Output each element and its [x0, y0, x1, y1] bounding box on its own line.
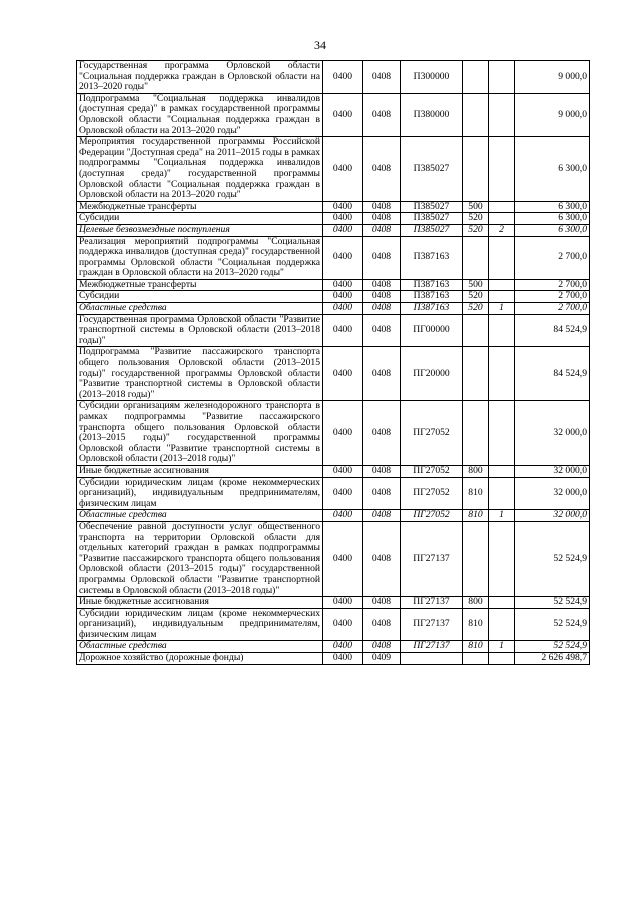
target-article-cell: П387163: [401, 279, 463, 291]
funding-source-cell: 2: [489, 224, 515, 236]
amount-cell: 2 700,0: [515, 279, 590, 291]
subsection-code-cell: 0408: [363, 521, 401, 596]
target-article-cell: [401, 653, 463, 665]
table-row: [77, 314, 590, 347]
table-row: [77, 477, 590, 510]
amount-cell: 32 000,0: [515, 477, 590, 510]
amount-cell: 32 000,0: [515, 510, 590, 522]
expense-type-cell: [463, 653, 489, 665]
funding-source-cell: [489, 137, 515, 202]
table-row: [77, 303, 590, 315]
section-code-cell: 0400: [323, 224, 363, 236]
row-name-cell: Субсидии юридическим лицам (кроме некоммерческих организаций), индивидуальным предпринимателям, физическим лицам: [77, 608, 323, 641]
funding-source-cell: [489, 477, 515, 510]
section-code-cell: 0400: [323, 213, 363, 225]
subsection-code-cell: 0408: [363, 236, 401, 279]
funding-source-cell: 1: [489, 510, 515, 522]
section-code-cell: 0400: [323, 608, 363, 641]
amount-cell: 9 000,0: [515, 61, 590, 94]
expense-type-cell: 500: [463, 201, 489, 213]
funding-source-cell: [489, 401, 515, 466]
section-code-cell: 0400: [323, 303, 363, 315]
target-article-cell: ПГ27052: [401, 465, 463, 477]
amount-cell: 52 524,9: [515, 641, 590, 653]
funding-source-cell: [489, 465, 515, 477]
amount-cell: 6 300,0: [515, 137, 590, 202]
amount-cell: 2 626 498,7: [515, 653, 590, 665]
subsection-code-cell: 0408: [363, 401, 401, 466]
section-code-cell: 0400: [323, 137, 363, 202]
row-name-cell: Подпрограмма "Развитие пассажирского транспорта общего пользования Орловской области (2013–2015 годы)" государственной программы Орловской области "Развитие транспортной системы в Орловской области (2013–2018 годы)": [77, 347, 323, 401]
target-article-cell: П385027: [401, 137, 463, 202]
funding-source-cell: [489, 61, 515, 94]
section-code-cell: 0400: [323, 314, 363, 347]
row-name-cell: Областные средства: [77, 303, 323, 315]
expense-type-cell: 810: [463, 641, 489, 653]
expense-type-cell: [463, 236, 489, 279]
row-name-cell: Иные бюджетные ассигнования: [77, 597, 323, 609]
table-row: [77, 597, 590, 609]
target-article-cell: ПГ27137: [401, 597, 463, 609]
expense-type-cell: [463, 93, 489, 136]
target-article-cell: ПГ27137: [401, 608, 463, 641]
funding-source-cell: [489, 608, 515, 641]
amount-cell: 9 000,0: [515, 93, 590, 136]
row-name-cell: Субсидии: [77, 291, 323, 303]
subsection-code-cell: 0408: [363, 597, 401, 609]
row-name-cell: Областные средства: [77, 641, 323, 653]
amount-cell: 2 700,0: [515, 303, 590, 315]
funding-source-cell: 1: [489, 303, 515, 315]
expense-type-cell: 810: [463, 510, 489, 522]
section-code-cell: 0400: [323, 653, 363, 665]
section-code-cell: 0400: [323, 465, 363, 477]
target-article-cell: П385027: [401, 224, 463, 236]
table-row: [77, 93, 590, 136]
target-article-cell: ПГ00000: [401, 314, 463, 347]
section-code-cell: 0400: [323, 291, 363, 303]
funding-source-cell: [489, 201, 515, 213]
expense-type-cell: 810: [463, 608, 489, 641]
expense-type-cell: 800: [463, 597, 489, 609]
target-article-cell: ПГ20000: [401, 347, 463, 401]
amount-cell: 6 300,0: [515, 213, 590, 225]
funding-source-cell: [489, 521, 515, 596]
expense-type-cell: 520: [463, 291, 489, 303]
expense-type-cell: [463, 521, 489, 596]
subsection-code-cell: 0408: [363, 465, 401, 477]
table-row: [77, 201, 590, 213]
section-code-cell: 0400: [323, 641, 363, 653]
table-body: [77, 61, 590, 665]
target-article-cell: П387163: [401, 236, 463, 279]
target-article-cell: П300000: [401, 61, 463, 94]
funding-source-cell: 1: [489, 641, 515, 653]
expense-type-cell: 810: [463, 477, 489, 510]
row-name-cell: Субсидии: [77, 213, 323, 225]
target-article-cell: ПГ27052: [401, 510, 463, 522]
target-article-cell: П380000: [401, 93, 463, 136]
section-code-cell: 0400: [323, 477, 363, 510]
table-row: [77, 279, 590, 291]
section-code-cell: 0400: [323, 93, 363, 136]
table-row: [77, 608, 590, 641]
funding-source-cell: [489, 291, 515, 303]
funding-source-cell: [489, 279, 515, 291]
expense-type-cell: 500: [463, 279, 489, 291]
table-row: [77, 61, 590, 94]
table-row: [77, 137, 590, 202]
section-code-cell: 0400: [323, 236, 363, 279]
budget-table: [76, 60, 590, 665]
row-name-cell: Государственная программа Орловской области "Развитие транспортной системы в Орловской области (2013–2018 годы)": [77, 314, 323, 347]
amount-cell: 32 000,0: [515, 401, 590, 466]
section-code-cell: 0400: [323, 347, 363, 401]
table-row: [77, 291, 590, 303]
table-row: [77, 401, 590, 466]
funding-source-cell: [489, 236, 515, 279]
table-row: [77, 213, 590, 225]
row-name-cell: Обеспечение равной доступности услуг общественного транспорта на территории Орловской области для отдельных категорий граждан в рамках подпрограммы "Развитие пассажирского транспорта общего пользования Орловской области (2013–2015 годы)" государственной программы Орловской области "Развитие транспортной системы в Орловской области (2013–2018 годы)": [77, 521, 323, 596]
expense-type-cell: [463, 314, 489, 347]
subsection-code-cell: 0408: [363, 314, 401, 347]
row-name-cell: Субсидии юридическим лицам (кроме некоммерческих организаций), индивидуальным предпринимателям, физическим лицам: [77, 477, 323, 510]
table-row: [77, 465, 590, 477]
row-name-cell: Дорожное хозяйство (дорожные фонды): [77, 653, 323, 665]
row-name-cell: Подпрограмма "Социальная поддержка инвалидов (доступная среда)" в рамках государственной программы Орловской области "Социальная поддержка граждан в Орловской области на 2013–2020 годы": [77, 93, 323, 136]
row-name-cell: Реализация мероприятий подпрограммы "Социальная поддержка инвалидов (доступная среда)" государственной программы Орловской области "Социальная поддержка граждан в Орловской области на 2013–2020 годы": [77, 236, 323, 279]
target-article-cell: П385027: [401, 213, 463, 225]
funding-source-cell: [489, 314, 515, 347]
table-row: [77, 347, 590, 401]
section-code-cell: 0400: [323, 279, 363, 291]
amount-cell: 2 700,0: [515, 291, 590, 303]
funding-source-cell: [489, 213, 515, 225]
expense-type-cell: 800: [463, 465, 489, 477]
subsection-code-cell: 0408: [363, 213, 401, 225]
subsection-code-cell: 0408: [363, 61, 401, 94]
row-name-cell: Государственная программа Орловской области "Социальная поддержка граждан в Орловской области на 2013–2020 годы": [77, 61, 323, 94]
amount-cell: 2 700,0: [515, 236, 590, 279]
target-article-cell: П385027: [401, 201, 463, 213]
amount-cell: 84 524,9: [515, 314, 590, 347]
funding-source-cell: [489, 597, 515, 609]
subsection-code-cell: 0408: [363, 93, 401, 136]
subsection-code-cell: 0409: [363, 653, 401, 665]
subsection-code-cell: 0408: [363, 224, 401, 236]
row-name-cell: Мероприятия государственной программы Российской Федерации "Доступная среда" на 2011–2015 годы в рамках подпрограммы "Социальная поддержка инвалидов (доступная среда)" государственной программы Орловской области "Социальная поддержка граждан в Орловской области на 2013–2020 годы": [77, 137, 323, 202]
amount-cell: 52 524,9: [515, 608, 590, 641]
expense-type-cell: [463, 347, 489, 401]
row-name-cell: Субсидии организациям железнодорожного транспорта в рамках подпрограммы "Развитие пассажирского транспорта общего пользования Орловской области (2013–2015 годы)" государственной программы Орловской области "Развитие транспортной системы в Орловской области (2013–2018 годы)": [77, 401, 323, 466]
subsection-code-cell: 0408: [363, 303, 401, 315]
amount-cell: 52 524,9: [515, 597, 590, 609]
funding-source-cell: [489, 653, 515, 665]
section-code-cell: 0400: [323, 201, 363, 213]
subsection-code-cell: 0408: [363, 201, 401, 213]
amount-cell: 6 300,0: [515, 224, 590, 236]
target-article-cell: ПГ27137: [401, 641, 463, 653]
row-name-cell: Межбюджетные трансферты: [77, 279, 323, 291]
expense-type-cell: 520: [463, 224, 489, 236]
subsection-code-cell: 0408: [363, 291, 401, 303]
section-code-cell: 0400: [323, 61, 363, 94]
target-article-cell: ПГ27052: [401, 401, 463, 466]
expense-type-cell: 520: [463, 213, 489, 225]
row-name-cell: Межбюджетные трансферты: [77, 201, 323, 213]
amount-cell: 84 524,9: [515, 347, 590, 401]
row-name-cell: Областные средства: [77, 510, 323, 522]
section-code-cell: 0400: [323, 521, 363, 596]
subsection-code-cell: 0408: [363, 510, 401, 522]
section-code-cell: 0400: [323, 597, 363, 609]
amount-cell: 6 300,0: [515, 201, 590, 213]
subsection-code-cell: 0408: [363, 608, 401, 641]
table-row: [77, 510, 590, 522]
table-row: [77, 236, 590, 279]
section-code-cell: 0400: [323, 510, 363, 522]
target-article-cell: ПГ27137: [401, 521, 463, 596]
subsection-code-cell: 0408: [363, 279, 401, 291]
target-article-cell: П387163: [401, 291, 463, 303]
target-article-cell: П387163: [401, 303, 463, 315]
page-number: 34: [314, 38, 326, 52]
table-row: [77, 641, 590, 653]
expense-type-cell: [463, 61, 489, 94]
row-name-cell: Целевые безвозмездные поступления: [77, 224, 323, 236]
row-name-cell: Иные бюджетные ассигнования: [77, 465, 323, 477]
expense-type-cell: 520: [463, 303, 489, 315]
subsection-code-cell: 0408: [363, 641, 401, 653]
table-row: [77, 224, 590, 236]
target-article-cell: ПГ27052: [401, 477, 463, 510]
table-row: [77, 521, 590, 596]
subsection-code-cell: 0408: [363, 347, 401, 401]
expense-type-cell: [463, 137, 489, 202]
amount-cell: 32 000,0: [515, 465, 590, 477]
subsection-code-cell: 0408: [363, 137, 401, 202]
subsection-code-cell: 0408: [363, 477, 401, 510]
amount-cell: 52 524,9: [515, 521, 590, 596]
expense-type-cell: [463, 401, 489, 466]
funding-source-cell: [489, 93, 515, 136]
table-row: [77, 653, 590, 665]
funding-source-cell: [489, 347, 515, 401]
section-code-cell: 0400: [323, 401, 363, 466]
